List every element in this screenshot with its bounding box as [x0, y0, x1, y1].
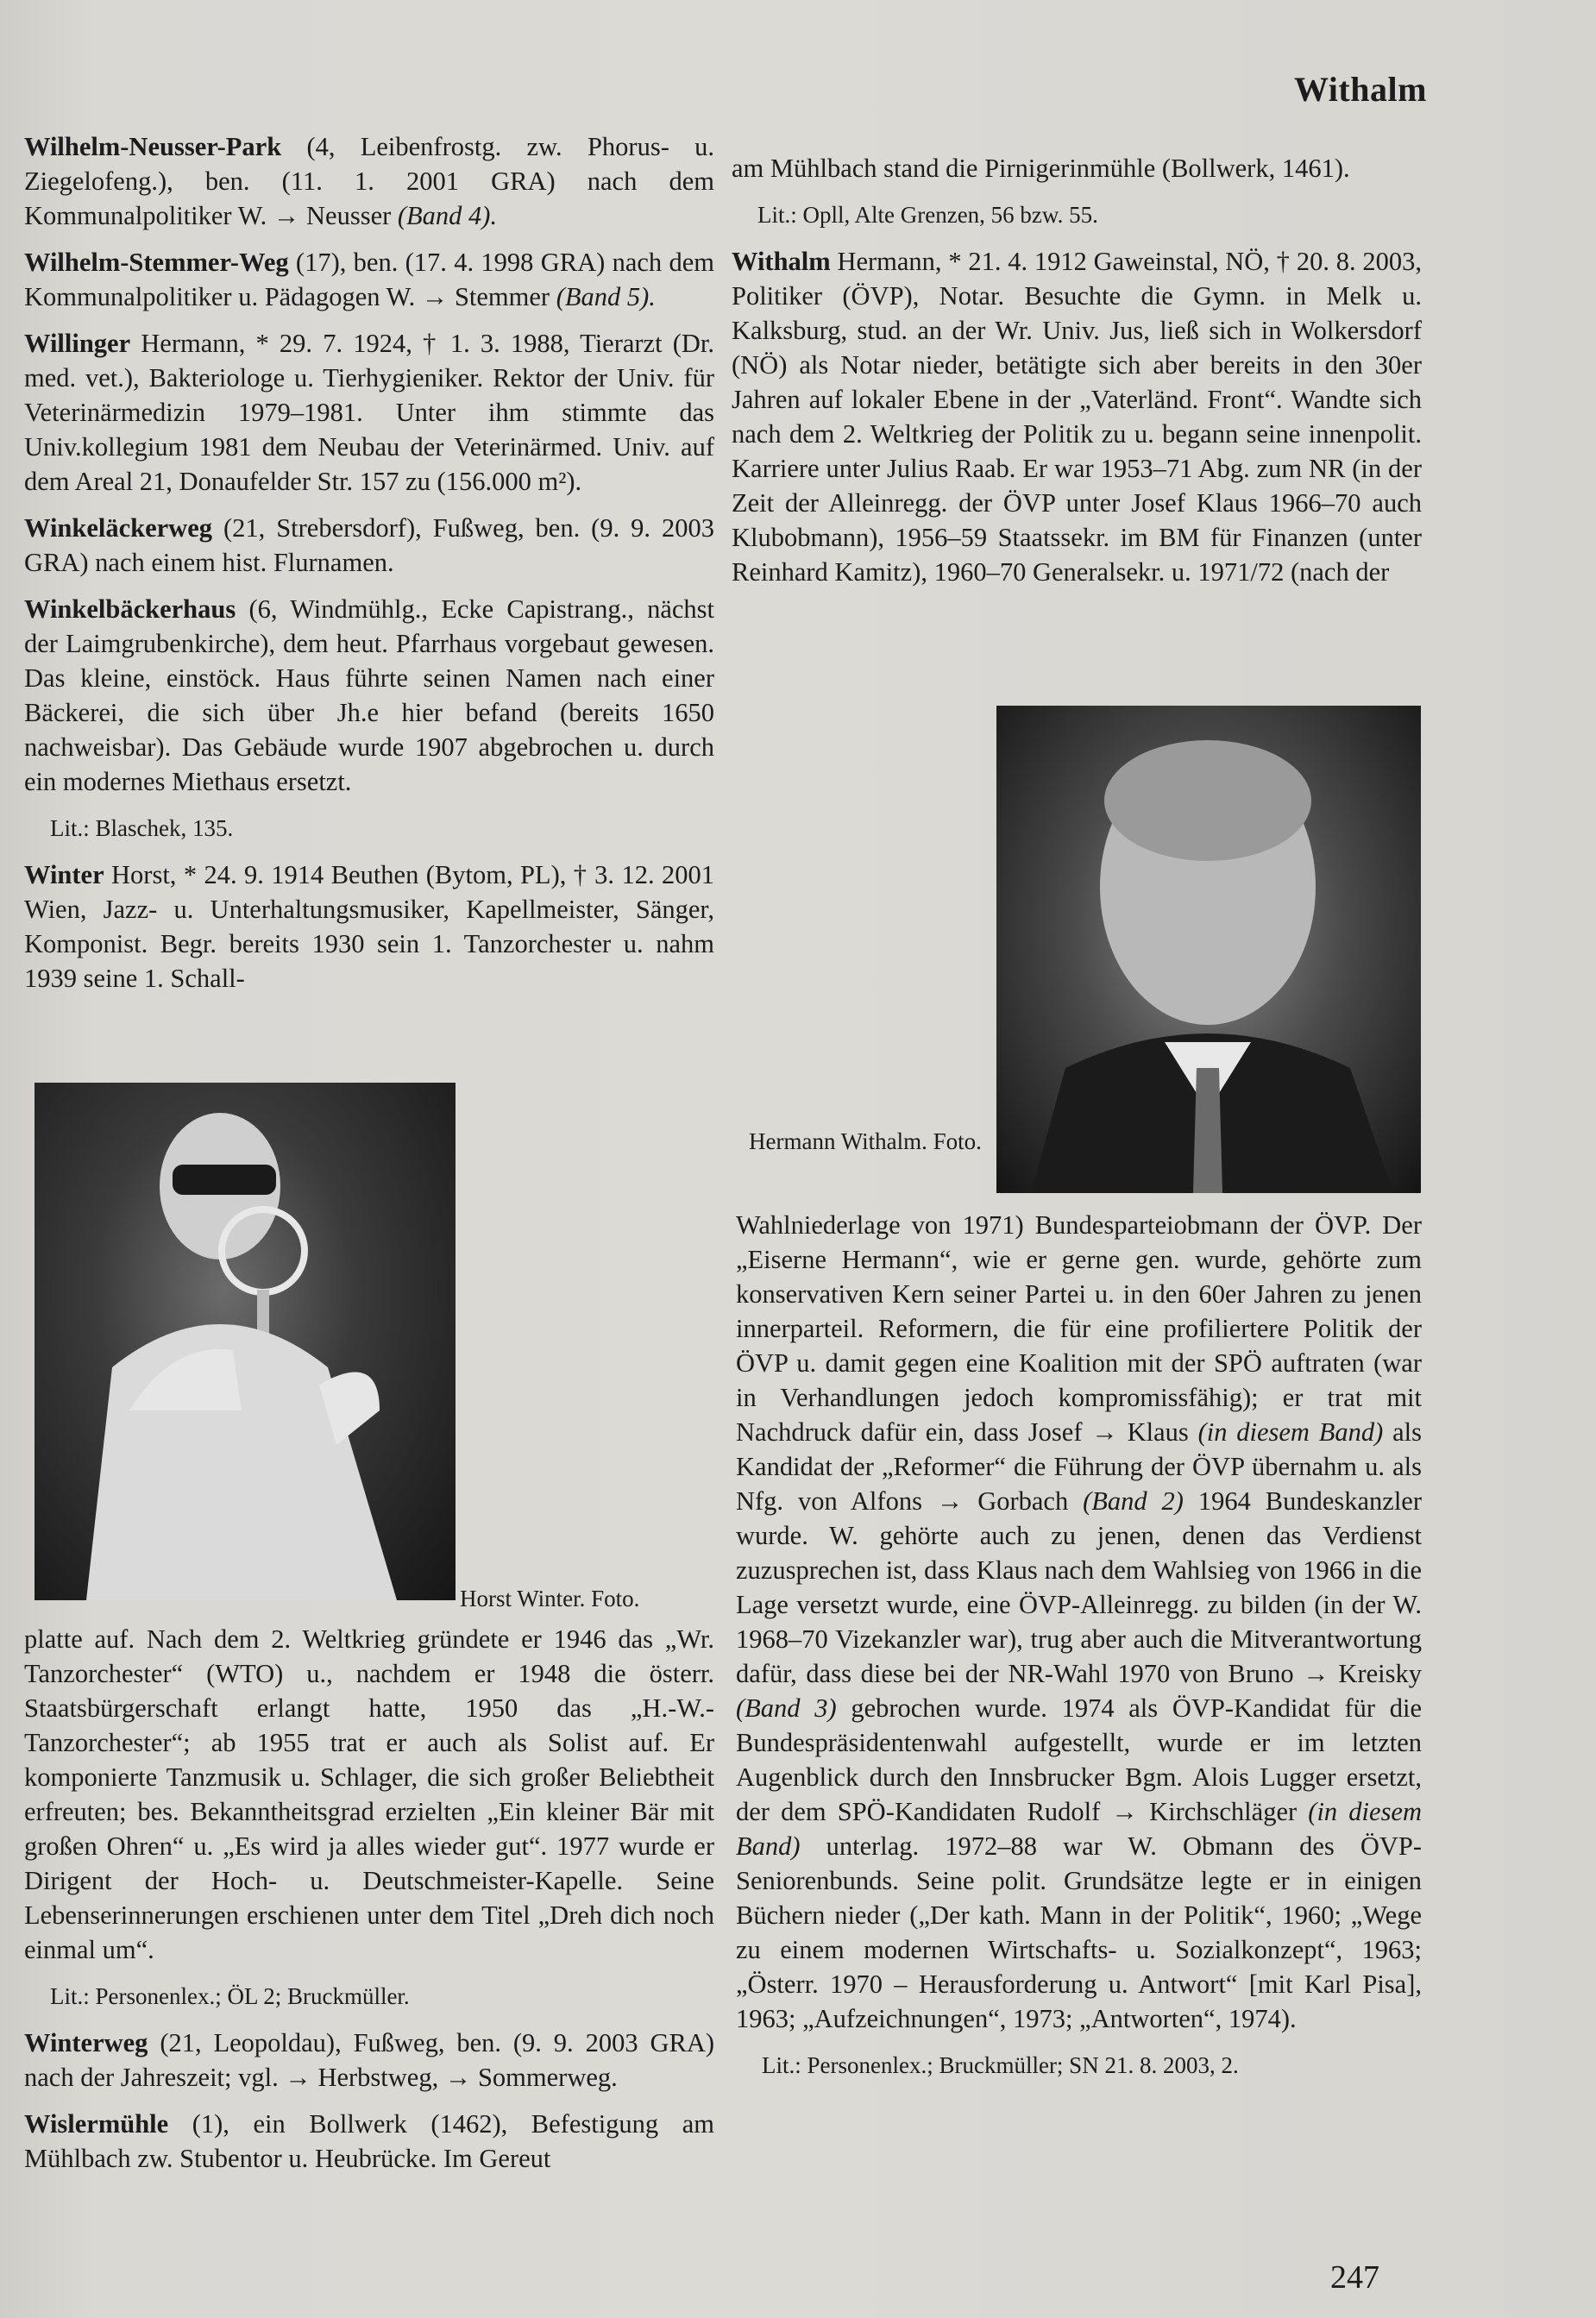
entry-text: Wahlniederlage von 1971) Bundesparteiobmann der ÖVP. Der „Eiserne Hermann“, wie er gerne gen. wurde, gehörte zum konservativen Kern seiner Partei u. in den 60er Jahren zu jenen innerparteil. Reformern, die für eine profiliertere Politik der ÖVP u. damit gegen eine Koalition mit der SPÖ auftraten (war in Verhandlungen jedoch kompromissfähig); er trat mit Nachdruck dafür ein, dass Josef → Klaus: [736, 1210, 1422, 1447]
entry-withalm: [732, 244, 1422, 589]
literature-note: Lit.: Opll, Alte Grenzen, 56 bzw. 55.: [757, 202, 1098, 228]
entry-text: (4, Leibenfrostg. zw. Phorus- u. Ziegelofeng.), ben. (11. 1. 2001 GRA) nach dem Kommunalpolitiker W. → Neusser: [24, 132, 714, 230]
left-column-lower: [24, 1622, 714, 2188]
entry-text: (21, Strebersdorf), Fußweg, ben. (9. 9. 2003 GRA) nach einem hist. Flurnamen.: [24, 513, 714, 577]
lemma: Winterweg: [24, 2028, 148, 2057]
lemma: Winkeläckerweg: [24, 513, 212, 543]
entry-text: (21, Leopoldau), Fußweg, ben. (9. 9. 2003 GRA) nach der Jahreszeit; vgl. → Herbstweg, → Sommerweg.: [24, 2028, 714, 2092]
entry-text: als Kandidat der „Reformer“ die Führung der ÖVP übernahm u. als Nfg. von Alfons → Gorbach: [736, 1417, 1422, 1516]
entry-wilhelm-neusser-park: [24, 129, 714, 233]
caption-withalm: Hermann Withalm. Foto.: [749, 1128, 982, 1154]
page-number: 247: [1330, 2259, 1379, 2296]
entry-text: (17), ben. (17. 4. 1998 GRA) nach dem Kommunalpolitiker u. Pädagogen W. → Stemmer: [24, 248, 714, 311]
lemma: Winkelbäckerhaus: [24, 594, 236, 624]
entry-ref: (in diesem Band): [1197, 1417, 1384, 1447]
entry-text: (6, Windmühlg., Ecke Capistrang., nächst der Laimgrubenkirche), dem heut. Pfarrhaus vorgebaut gewesen. Das kleine, einstöck. Haus führte seinen Namen nach einer Bäckerei, die sich über Jh.e hier befand (bereits 1650 nachweisbar). Das Gebäude wurde 1907 abgebrochen u. durch ein modernes Miethaus ersetzt.: [24, 594, 714, 796]
entry-ref: (in diesem Band): [736, 1797, 1422, 1861]
entry-ref: (Band 2): [1083, 1486, 1184, 1516]
photo-horst-winter: [35, 1083, 456, 1600]
right-column: [732, 151, 1422, 601]
entry-willinger: [24, 326, 714, 499]
entry-text: 1964 Bundeskanzler wurde. W. gehörte auch zu jenen, denen das Verdienst zuzusprechen ist, dass Klaus nach dem Wahlsieg von 1966 in die Lage versetzt wurde, eine ÖVP-Alleinregg. zu bilden (in der W. 1968–70 Vizekanzler war), trug aber auch die Mitverantwortung dafür, dass diese bei der NR-Wahl 1970 von Bruno → Kreisky: [736, 1486, 1422, 1688]
entry-text: Horst, * 24. 9. 1914 Beuthen (Bytom, PL), † 3. 12. 2001 Wien, Jazz- u. Unterhaltungsmusiker, Kapellmeister, Sänger, Komponist. Begr. bereits 1930 sein 1. Tanzorchester u. nahm 1939 seine 1. Schall-: [24, 860, 714, 993]
photo-hermann-withalm: [996, 706, 1421, 1193]
entry-withalm-continued: [736, 1208, 1422, 2036]
entry-winter-continued: platte auf. Nach dem 2. Weltkrieg gründete er 1946 das „Wr. Tanzorchester“ (WTO) u., nachdem er 1948 die österr. Staatsbürgerschaft erlangt hatte, 1950 das „H.-W.-Tanzorchester“; ab 1955 trat er auch als Solist auf. Er komponierte Tanzmusik u. Schlager, die sich großer Beliebtheit erfreuten; bes. Bekanntheitsgrad erzielten „Ein kleiner Bär mit großen Ohren“ u. „Es wird ja alles wieder gut“. 1977 wurde er Dirigent der Hoch- u. Deutschmeister-Kapelle. Seine Lebenserinnerungen erschienen unter dem Titel „Dreh dich noch einmal um“.: [24, 1624, 714, 1964]
left-column: [24, 129, 714, 1008]
entry-ref: (Band 5).: [556, 282, 656, 311]
right-column-lower: [736, 1208, 1422, 2095]
literature-note: Lit.: Personenlex.; ÖL 2; Bruckmüller.: [50, 1983, 410, 2009]
caption-winter: Horst Winter. Foto.: [460, 1586, 640, 1611]
entry-ref: (Band 3): [736, 1693, 837, 1723]
lemma: Wislermühle: [24, 2109, 169, 2139]
entry-ref: (Band 4).: [397, 201, 498, 230]
entry-winkelaeckerweg: [24, 511, 714, 580]
portrait-silhouette-icon: [996, 706, 1421, 1193]
lemma: Willinger: [24, 329, 131, 358]
entry-winter: [24, 857, 714, 996]
lemma: Winter: [24, 860, 104, 889]
entry-text: Hermann, * 21. 4. 1912 Gaweinstal, NÖ, † 20. 8. 2003, Politiker (ÖVP), Notar. Besuchte die Gymn. in Melk u. Kalksburg, stud. an der Wr. Univ. Jus, ließ sich in Wolkersdorf (NÖ) als Notar nieder, betätigte sich aber bereits in den 30er Jahren auf lokaler Ebene in der „Vaterländ. Front“. Wandte sich nach dem 2. Weltkrieg der Politik zu u. begann seine innenpolit. Karriere unter Julius Raab. Er war 1953–71 Abg. zum NR (in der Zeit der Alleinregg. der ÖVP unter Josef Klaus 1966–70 auch Klubobmann), 1956–59 Staatssekr. im BM für Finanzen (unter Reinhard Kamitz), 1960–70 Generalsekr. u. 1971/72 (nach der: [732, 247, 1422, 587]
literature-note: Lit.: Personenlex.; Bruckmüller; SN 21. 8. 2003, 2.: [762, 2052, 1239, 2078]
lemma: Withalm: [732, 247, 831, 276]
running-head: Withalm: [1294, 70, 1427, 109]
entry-wilhelm-stemmer-weg: [24, 245, 714, 314]
literature-note: Lit.: Blaschek, 135.: [50, 815, 234, 841]
entry-winkelbaeckerhaus: [24, 592, 714, 799]
lemma: Wilhelm-Stemmer-Weg: [24, 248, 289, 277]
entry-text: gebrochen wurde. 1974 als ÖVP-Kandidat für die Bundespräsidentenwahl aufgestellt, wurde er im letzten Augenblick durch den Innsbrucker Bgm. Alois Lugger ersetzt, der dem SPÖ-Kandidaten Rudolf → Kirchschläger: [736, 1693, 1422, 1826]
entry-winterweg: [24, 2026, 714, 2095]
portrait-silhouette-icon: [35, 1083, 456, 1600]
entry-text: unterlag. 1972–88 war W. Obmann des ÖVP-Seniorenbunds. Seine polit. Grundsätze legte er in einigen Büchern nieder („Der kath. Mann in der Politik“, 1960; „Wege zu einem modernen Wirtschafts- u. Sozialkonzept“, 1963; „Österr. 1970 – Herausforderung u. Antwort“ [mit Karl Pisa], 1963; „Aufzeichnungen“, 1973; „Antworten“, 1974).: [736, 1831, 1422, 2033]
entry-wislermuehle-continued: am Mühlbach stand die Pirnigerinmühle (Bollwerk, 1461).: [732, 154, 1350, 183]
lemma: Wilhelm-Neusser-Park: [24, 132, 282, 161]
entry-text: Hermann, * 29. 7. 1924, † 1. 3. 1988, Tierarzt (Dr. med. vet.), Bakteriologe u. Tierhygieniker. Rektor der Univ. für Veterinärmedizin 1979–1981. Unter ihm stimmte das Univ.kollegium 1981 dem Neubau der Veterinärmed. Univ. auf dem Areal 21, Donaufelder Str. 157 zu (156.000 m²).: [24, 329, 714, 496]
entry-wislermuehle: [24, 2107, 714, 2176]
entry-text: (1), ein Bollwerk (1462), Befestigung am Mühlbach zw. Stubentor u. Heubrücke. Im Gereut: [24, 2109, 714, 2173]
